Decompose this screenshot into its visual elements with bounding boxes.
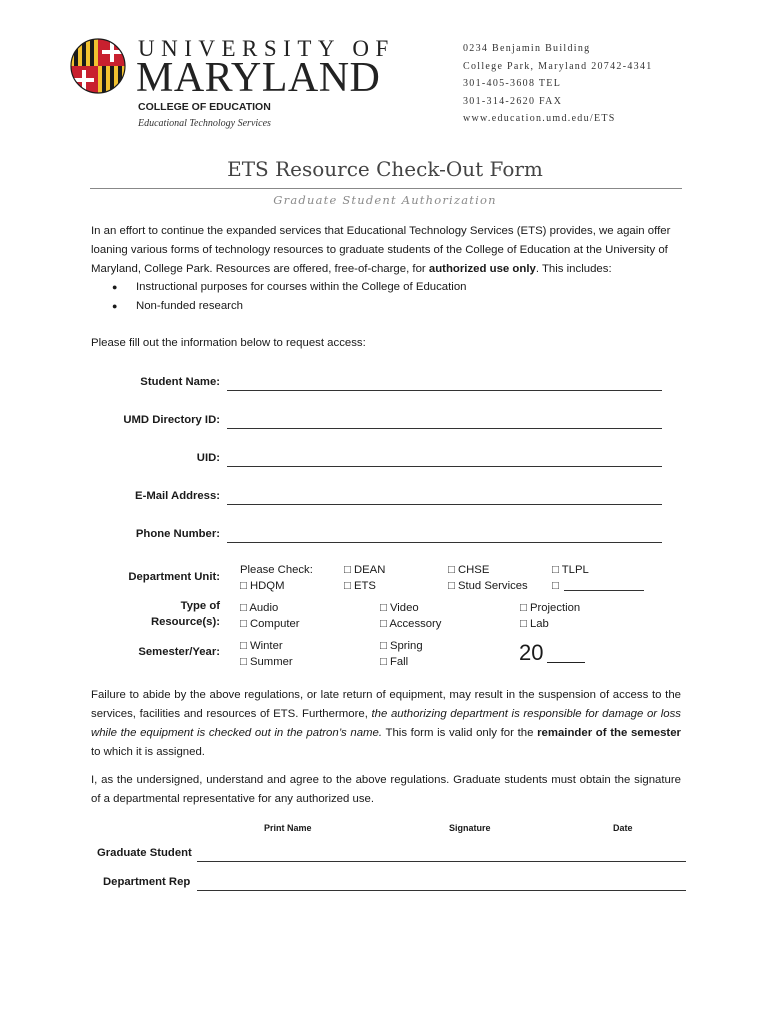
checkbox-tlpl[interactable] xyxy=(552,562,589,578)
option-label: Stud Services xyxy=(457,580,528,592)
uid-label: UID: xyxy=(196,452,220,464)
intro-text-bold: authorized use only xyxy=(428,263,536,275)
checkbox-computer[interactable] xyxy=(240,616,300,632)
checkbox-icon: □ xyxy=(520,602,527,614)
checkbox-audio[interactable] xyxy=(240,600,278,616)
list-item xyxy=(112,278,467,297)
option-label: Summer xyxy=(249,656,293,668)
checkbox-stud-services[interactable] xyxy=(448,578,528,594)
policy-text-3: to which it is assigned. xyxy=(91,746,205,758)
college-name: COLLEGE OF EDUCATION xyxy=(138,101,271,113)
bullet-list xyxy=(112,278,467,316)
option-label: Fall xyxy=(389,656,409,668)
year-field[interactable] xyxy=(547,662,585,663)
option-label: DEAN xyxy=(353,564,386,576)
option-label: Lab xyxy=(529,618,549,630)
maryland-flag-seal-icon xyxy=(70,38,126,94)
checkbox-icon: □ xyxy=(344,564,351,576)
university-name-line1: UNIVERSITY OF xyxy=(138,36,395,61)
department-name: Educational Technology Services xyxy=(138,118,271,129)
fill-instruction: Please fill out the information below to request access: xyxy=(91,337,366,349)
university-name-line2: MARYLAND xyxy=(136,55,381,101)
checkbox-fall[interactable] xyxy=(380,654,408,670)
email-field[interactable] xyxy=(227,504,662,505)
checkbox-icon: □ xyxy=(344,580,351,592)
option-label: ETS xyxy=(353,580,376,592)
checkbox-icon: □ xyxy=(380,656,387,668)
column-print-name: Print Name xyxy=(264,823,312,833)
phone-field[interactable] xyxy=(227,542,662,543)
directory-id-field[interactable] xyxy=(227,428,662,429)
policy-text-1: Failure to abide by the above regulations, or late return of equipment, may result in the suspension of access to the services, facilities and resources of ETS. Furthermore, xyxy=(91,689,681,720)
checkbox-spring[interactable] xyxy=(380,638,423,654)
checkbox-hdqm[interactable] xyxy=(240,578,284,594)
policy-text-bold: remainder of the semester xyxy=(537,727,681,739)
resource-label-line2: Resource(s): xyxy=(150,616,220,628)
checkbox-summer[interactable] xyxy=(240,654,293,670)
please-check-label: Please Check: xyxy=(240,564,313,576)
option-label: Projection xyxy=(529,602,581,614)
option-label: Accessory xyxy=(389,618,442,630)
list-item xyxy=(112,297,467,316)
checkbox-accessory[interactable] xyxy=(380,616,441,632)
bullet-text: Non-funded research xyxy=(136,300,244,312)
column-date: Date xyxy=(613,823,633,833)
bullet-icon: ● xyxy=(112,301,118,311)
directory-id-label: UMD Directory ID: xyxy=(123,414,220,426)
checkbox-projection[interactable] xyxy=(520,600,580,616)
student-name-field[interactable] xyxy=(227,390,662,391)
form-subtitle: Graduate Student Authorization xyxy=(273,193,497,207)
agreement-paragraph: I, as the undersigned, understand and agree to the above regulations. Graduate students must obtain the signature of a departmental representative for any authorized use. xyxy=(91,774,681,805)
checkbox-icon: □ xyxy=(240,640,247,652)
bullet-text: Instructional purposes for courses within the College of Education xyxy=(136,281,467,293)
semester-label: Semester/Year: xyxy=(138,646,220,658)
address-phone: 301-405-3608 TEL xyxy=(463,78,562,89)
graduate-student-signature-field[interactable] xyxy=(197,861,686,862)
department-rep-label: Department Rep xyxy=(103,876,191,888)
checkbox-icon: □ xyxy=(520,618,527,630)
checkbox-other[interactable] xyxy=(552,578,559,594)
policy-text-italic: the authorizing department is responsible for damage or loss while the equipment is checked out in the patron’s name. xyxy=(91,708,681,739)
year-prefix: 20 xyxy=(519,640,544,665)
intro-text-2: . This includes: xyxy=(535,263,612,275)
option-label: HDQM xyxy=(249,580,285,592)
uid-field[interactable] xyxy=(227,466,662,467)
intro-paragraph xyxy=(91,222,681,279)
checkbox-icon: □ xyxy=(552,580,559,592)
checkbox-icon: □ xyxy=(448,580,455,592)
phone-label: Phone Number: xyxy=(135,528,220,540)
option-label: TLPL xyxy=(561,564,589,576)
checkbox-video[interactable] xyxy=(380,600,419,616)
address-city: College Park, Maryland 20742-4341 xyxy=(463,60,653,72)
option-label: Video xyxy=(389,602,419,614)
resource-label-line1: Type of xyxy=(180,600,220,612)
checkbox-icon: □ xyxy=(240,618,247,630)
email-label: E-Mail Address: xyxy=(135,490,220,502)
column-signature: Signature xyxy=(449,823,491,833)
other-department-field[interactable] xyxy=(564,590,644,591)
address-fax: 301-314-2620 FAX xyxy=(463,95,563,107)
option-label: Audio xyxy=(249,602,279,614)
checkbox-ets[interactable] xyxy=(344,578,376,594)
address-building: 0234 Benjamin Building xyxy=(463,43,591,54)
policy-paragraph xyxy=(91,686,681,762)
graduate-student-label: Graduate Student xyxy=(97,847,192,859)
form-title: ETS Resource Check-Out Form xyxy=(227,157,543,181)
checkbox-icon: □ xyxy=(448,564,455,576)
intro-text-1: In an effort to continue the expanded services that Educational Technology Services (ETS) provides, we again offer loaning various forms of technology resources to graduate students of the College of Education at the University of Maryland, College Park. Resources are offered, free-of-charge, for xyxy=(91,225,671,275)
checkbox-icon: □ xyxy=(240,580,247,592)
student-name-label: Student Name: xyxy=(140,376,220,388)
checkbox-lab[interactable] xyxy=(520,616,549,632)
address-website: www.education.umd.edu/ETS xyxy=(463,113,616,124)
checkbox-chse[interactable] xyxy=(448,562,489,578)
checkbox-dean[interactable] xyxy=(344,562,385,578)
checkbox-icon: □ xyxy=(240,602,247,614)
address-block xyxy=(463,40,653,128)
checkbox-icon: □ xyxy=(240,656,247,668)
option-label: Winter xyxy=(249,640,283,652)
department-label: Department Unit: xyxy=(128,571,220,583)
checkbox-icon: □ xyxy=(380,618,387,630)
option-label: CHSE xyxy=(457,564,490,576)
title-divider xyxy=(90,188,682,189)
bullet-icon: ● xyxy=(112,282,118,292)
department-rep-signature-field[interactable] xyxy=(197,890,686,891)
checkbox-icon: □ xyxy=(380,640,387,652)
checkbox-winter[interactable] xyxy=(240,638,283,654)
checkbox-icon: □ xyxy=(552,564,559,576)
checkbox-icon: □ xyxy=(380,602,387,614)
policy-text-2: This form is valid only for the xyxy=(382,727,538,739)
option-label: Computer xyxy=(249,618,300,630)
option-label: Spring xyxy=(389,640,423,652)
